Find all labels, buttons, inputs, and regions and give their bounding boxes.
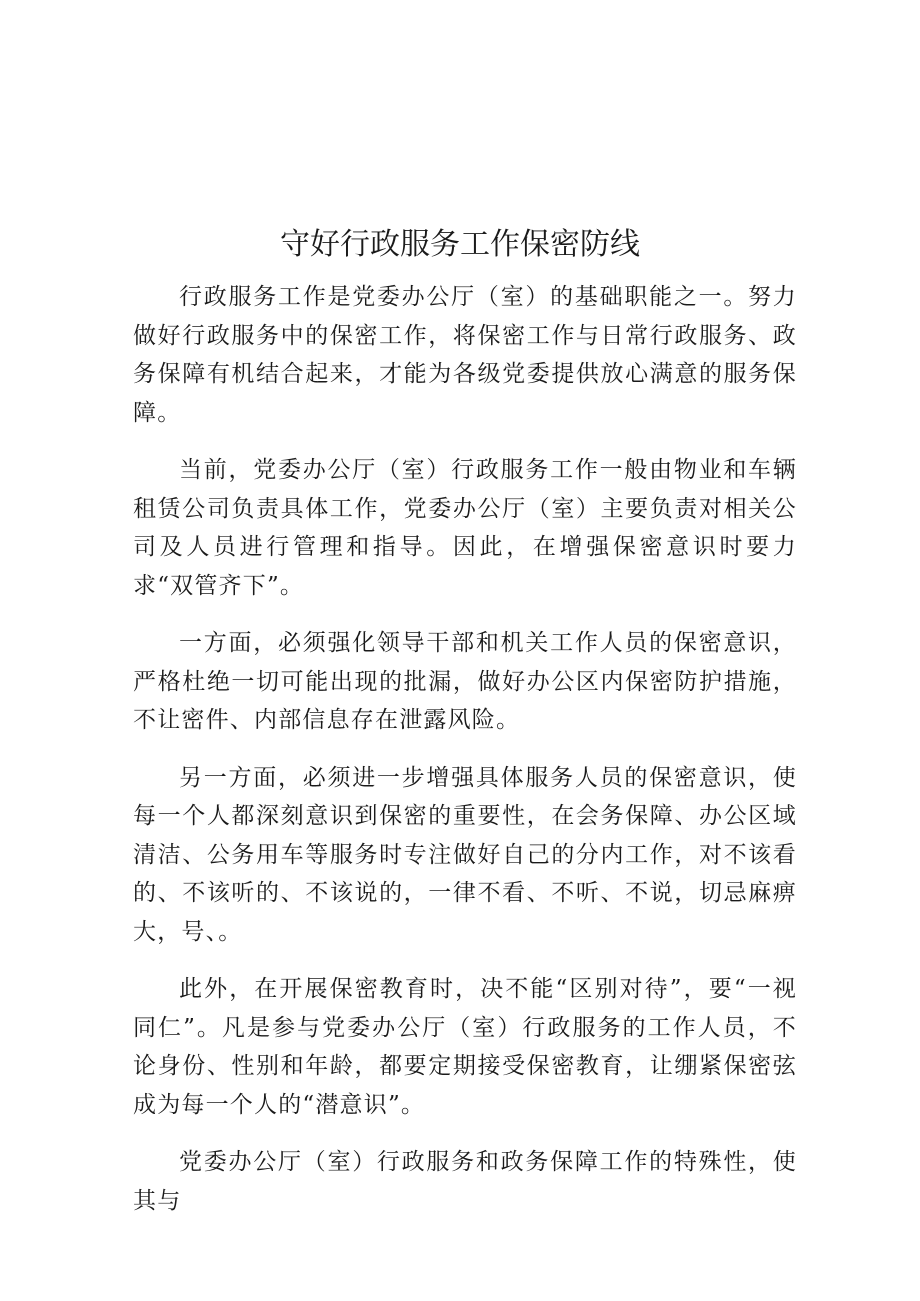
paragraph-5: 此外，在开展保密教育时，决不能“区别对待”，要“一视同仁”。凡是参与党委办公厅（室）行政服务的工作人员，不论身份、性别和年龄，都要定期接受保密教育，让绷紧保密弦成为每一个人的“潜意识”。 — [133, 976, 797, 1118]
paragraph-1: 行政服务工作是党委办公厅（室）的基础职能之一。努力做好行政服务中的保密工作，将保密工作与日常行政服务、政务保障有机结合起来，才能为各级党委提供放心满意的服务保障。 — [133, 284, 797, 426]
document-title: 守好行政服务工作保密防线 — [280, 227, 640, 262]
paragraph-3: 一方面，必须强化领导干部和机关工作人员的保密意识，严格杜绝一切可能出现的批漏，做好办公区内保密防护措施，不让密件、内部信息存在泄露风险。 — [133, 630, 797, 733]
document-body — [133, 278, 797, 1239]
paragraph-4: 另一方面，必须进一步增强具体服务人员的保密意识，使每一个人都深刻意识到保密的重要性，在会务保障、办公区域清洁、公务用车等服务时专注做好自己的分内工作，对不该看的、不该听的、不该说的，一律不看、不听、不说，切忌麻痹大，号、。 — [133, 764, 797, 945]
paragraph-2: 当前，党委办公厅（室）行政服务工作一般由物业和车辆租赁公司负责具体工作，党委办公厅（室）主要负责对相关公司及人员进行管理和指导。因此，在增强保密意识时要力求“双管齐下”。 — [133, 457, 797, 599]
paragraph-6: 党委办公厅（室）行政服务和政务保障工作的特殊性，使其与 — [133, 1149, 797, 1214]
